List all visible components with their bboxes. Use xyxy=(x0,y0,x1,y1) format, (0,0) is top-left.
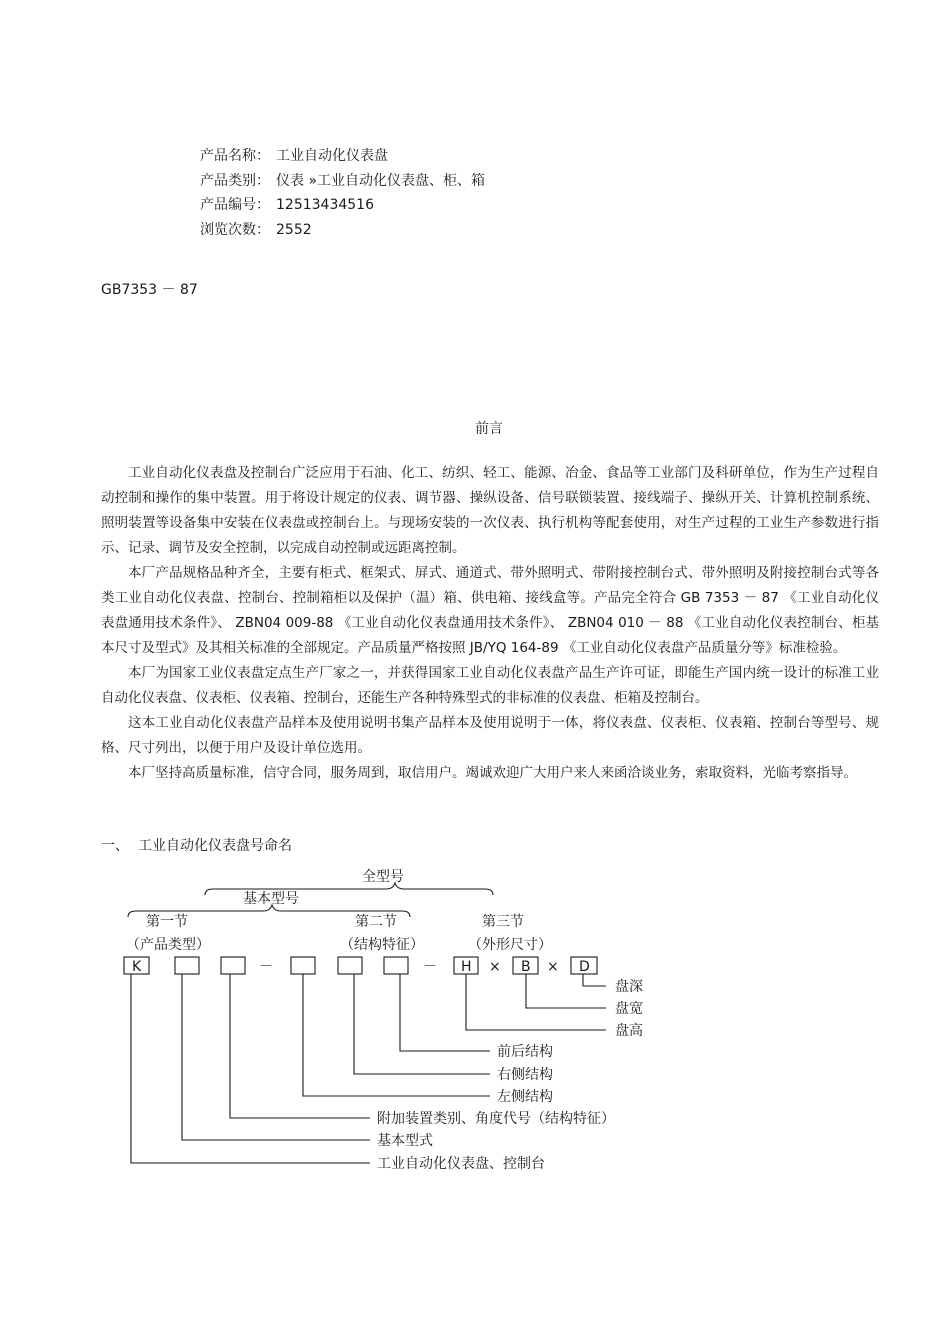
code-box-4 xyxy=(291,957,315,974)
leader-left-side xyxy=(303,974,490,1096)
section-title-text: 工业自动化仪表盘号命名 xyxy=(138,838,292,854)
view-count-label: 浏览次数： xyxy=(200,221,270,238)
label-left-side: 左侧结构 xyxy=(497,1089,553,1105)
leader-depth xyxy=(583,974,606,986)
paragraph: 本厂产品规格品种齐全，主要有柜式、框架式、屏式、通道式、带外照明式、带附接控制台式、带外照明及附接控制台式等各类工业自动化仪表盘、控制台、控制箱柜以及保护（温）箱、供电箱、接线盒等。产品完全符合 GB 7353 － 87 《工业自动化仪表盘通用技术条件》、 ZBN04 009-88 《工业自动化仪表盘通用技术条件》、 ZBN04 010 － 88 《工业自动化仪表控制台、柜基本尺寸及型式》及其相关标准的全部规定。产品质量严格按照 JB/YQ 164-89 《工业自动化仪表盘产品质量分等》标准检验。 xyxy=(101,565,879,656)
product-category-label: 产品类别： xyxy=(200,172,270,189)
section1-desc: （产品类型） xyxy=(126,937,210,953)
section3-label: 第三节 xyxy=(482,914,524,930)
section1-label: 第一节 xyxy=(146,914,188,930)
section-title xyxy=(101,835,292,855)
label-height: 盘高 xyxy=(615,1023,643,1039)
paragraph: 工业自动化仪表盘及控制台广泛应用于石油、化工、纺织、轻工、能源、冶金、食品等工业部门及科研单位，作为生产过程自动控制和操作的集中装置。用于将设计规定的仪表、调节器、操纵设备、信号联锁装置、接线端子、操纵开关、计算机控制系统、照明装置等设备集中安装在仪表盘或控制台上。与现场安装的一次仪表、执行机构等配套使用，对生产过程的工业生产参数进行指示、记录、调节及安全控制，以完成自动控制或远距离控制。 xyxy=(101,465,879,556)
section-number: 一、 xyxy=(101,838,129,854)
product-name-value: 工业自动化仪表盘 xyxy=(276,148,388,164)
section3-desc: （外形尺寸） xyxy=(468,937,552,953)
product-category-value: 仪表 »工业自动化仪表盘、柜、箱 xyxy=(276,172,486,189)
paragraph: 这本工业自动化仪表盘产品样本及使用说明书集产品样本及使用说明于一体，将仪表盘、仪表柜、仪表箱、控制台等型号、规格、尺寸列出，以便于用户及设计单位选用。 xyxy=(101,715,879,756)
times-1: × xyxy=(489,959,501,975)
section2-label: 第二节 xyxy=(355,914,397,930)
leader-right-side xyxy=(354,974,490,1074)
code-box-5 xyxy=(338,957,362,974)
product-info xyxy=(200,144,485,242)
preface-body xyxy=(101,461,879,786)
label-panel: 工业自动化仪表盘、控制台 xyxy=(377,1156,545,1172)
label-attachment: 附加装置类别、角度代号（结构特征） xyxy=(377,1111,615,1127)
label-right-side: 右侧结构 xyxy=(497,1067,553,1083)
dash-2: － xyxy=(423,959,437,975)
product-code-value: 12513434516 xyxy=(276,197,374,213)
model-naming-diagram xyxy=(0,855,950,1185)
leader-basic-type xyxy=(182,974,370,1140)
view-count-value: 2552 xyxy=(276,221,312,238)
section2-desc: （结构特征） xyxy=(340,937,424,953)
view-count-row xyxy=(200,218,485,243)
leader-panel xyxy=(131,974,370,1163)
label-front-back: 前后结构 xyxy=(497,1044,553,1060)
standard-number: GB7353 － 87 xyxy=(101,282,198,298)
product-code-label: 产品编号： xyxy=(200,197,270,213)
paragraph: 本厂坚持高质量标准，信守合同，服务周到，取信用户。竭诚欢迎广大用户来人来函洽谈业务，索取资料，光临考察指导。 xyxy=(128,765,857,781)
times-2: × xyxy=(547,959,559,975)
box-b-letter: B xyxy=(521,959,531,975)
product-name-label: 产品名称： xyxy=(200,148,270,164)
label-basic-type: 基本型式 xyxy=(377,1133,433,1149)
code-box-2 xyxy=(175,957,199,974)
code-box-6 xyxy=(384,957,408,974)
preface-heading: 前言 xyxy=(475,421,503,437)
leader-front-back xyxy=(400,974,490,1051)
leader-width xyxy=(526,974,606,1008)
leader-height xyxy=(466,974,606,1030)
product-code-row xyxy=(200,193,485,218)
code-box-3 xyxy=(221,957,245,974)
dash-1: － xyxy=(259,959,273,975)
box-k-letter: K xyxy=(132,959,142,975)
product-category-row xyxy=(200,169,485,194)
paragraph: 本厂为国家工业仪表盘定点生产厂家之一，并获得国家工业自动化仪表盘产品生产许可证，即能生产国内统一设计的标准工业自动化仪表盘、仪表柜、仪表箱、控制台，还能生产各种特殊型式的非标准的仪表盘、柜箱及控制台。 xyxy=(101,665,879,706)
full-model-label: 全型号 xyxy=(362,869,404,885)
basic-model-label: 基本型号 xyxy=(243,891,299,907)
label-width: 盘宽 xyxy=(615,1001,643,1017)
label-depth: 盘深 xyxy=(615,979,643,995)
box-d-letter: D xyxy=(579,959,590,975)
box-h-letter: H xyxy=(461,959,472,975)
product-name-row xyxy=(200,144,485,169)
